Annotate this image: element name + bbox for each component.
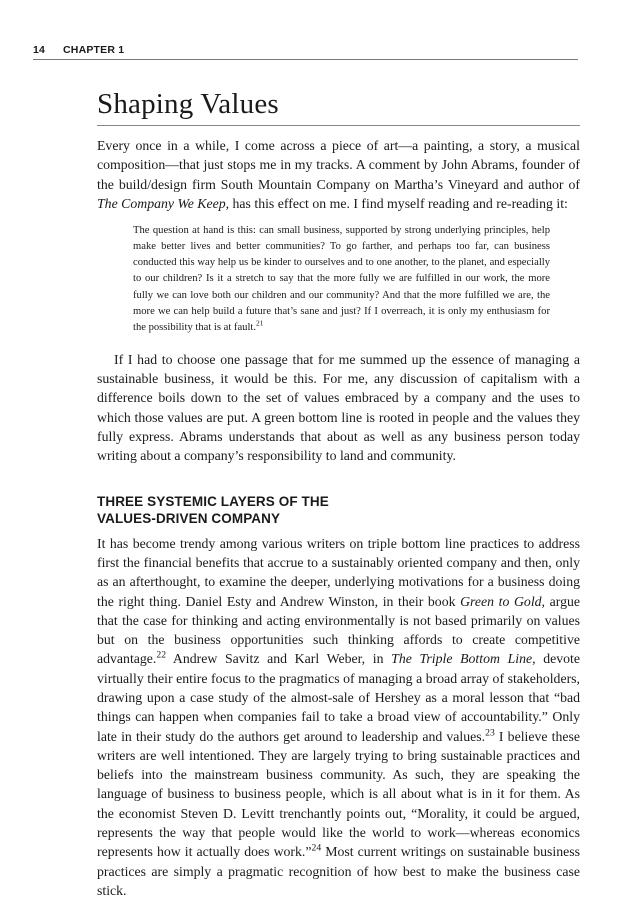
chapter-label: CHAPTER 1 bbox=[63, 44, 125, 56]
paragraph-trendy bbox=[97, 534, 580, 900]
page-number: 14 bbox=[33, 44, 46, 56]
footnote-ref-24: 24 bbox=[311, 842, 322, 854]
block-quote-text: The question at hand is this: can small business, supported by strong underlying principles, help make better lives and better communities? To go farther, and perhaps too far, can business conducted this way help us be kinder to ourselves and to one another, to the planet, and especially to our children? Is it a stretch to say that the more fully we are fulfilled in our work, the more fully we can love both our children and our community? And that the more fulfilled we are, the more we can help build a future that’s sane and just? If I overreach, it is only my enthusiasm for the possibility that is at fault. bbox=[133, 225, 550, 333]
paragraph-intro bbox=[97, 136, 580, 213]
paragraph-trendy-text-1: It has become trendy among various writers on triple bottom line practices to address first the financial benefits that accrue to a sustainably oriented company and then, only as an afterthought, to examine the deeper, underlying motivations for a business doing the right thing. Daniel Esty and Andrew Winston, in their book bbox=[97, 535, 580, 609]
paragraph-essence: If I had to choose one passage that for me summed up the essence of managing a sustainable business, it would be this. For me, any discussion of capitalism with a difference boils down to the set of values embraced by a company and the uses to which those values are put. A green bottom line is rooted in people and the values they fully express. Abrams understands that about as well as any business person today writing about a company’s responsibility to land and community. bbox=[97, 351, 580, 464]
paragraph-trendy-text-2: argue that the case for thinking and acting environmentally is not based primarily on values but on the business opportunities such thinking affords to create competitive advantage. bbox=[97, 593, 580, 667]
block-quote bbox=[133, 223, 550, 336]
paragraph-trendy-text-6: Most current writings on sustainable business practices are simply a pragmatic recognition of how best to make the business case stick. bbox=[97, 844, 580, 898]
paragraph-trendy-text-3: Andrew Savitz and Karl Weber, in bbox=[166, 651, 392, 667]
paragraph-trendy-text-4: devote virtually their entire focus to the pragmatics of managing a broad array of stakeholders, drawing upon a case study of the almost-sale of Hershey as a moral lesson that “bad things can happen when companies fail to take a broad view of accountability.” Only late in their study do the authors get around to leadership and values. bbox=[97, 651, 580, 744]
section-title: Shaping Values bbox=[97, 88, 580, 126]
book-title-company-we-keep: The Company We Keep, bbox=[97, 195, 230, 211]
book-title-triple-bottom-line: The Triple Bottom Line, bbox=[391, 651, 536, 667]
header-rule bbox=[33, 59, 578, 60]
section-heading-line-2: VALUES-DRIVEN COMPANY bbox=[97, 510, 281, 526]
paragraph-intro-text-end: has this effect on me. I find myself reading and re-reading it: bbox=[229, 195, 568, 211]
paragraph-intro-text: Every once in a while, I come across a piece of art—a painting, a story, a musical composition—that just stops me in my tracks. A comment by John Abrams, founder of the build/design firm South Mountain Company on Martha’s Vineyard and author of bbox=[97, 138, 580, 192]
running-head bbox=[33, 44, 578, 56]
book-title-green-to-gold: Green to Gold, bbox=[460, 593, 546, 609]
paragraph-trendy-text-5: I believe these writers are well intentioned. They are largely trying to bring sustainable practices and beliefs into the mainstream business community. As such, they are speaking the language of business to business people, which is all about what is in it for them. As the economist Steven D. Levitt trenchantly points out, “Morality, it could be argued, represents the way that people would like the world to work—whereas economics represents how it actually does work.” bbox=[97, 728, 581, 860]
footnote-ref-22: 22 bbox=[156, 649, 167, 661]
section-heading-line-1: THREE SYSTEMIC LAYERS OF THE bbox=[97, 493, 329, 509]
page-content bbox=[97, 88, 580, 900]
footnote-ref-21: 21 bbox=[256, 318, 264, 328]
footnote-ref-23: 23 bbox=[485, 727, 495, 738]
section-heading bbox=[97, 493, 580, 527]
